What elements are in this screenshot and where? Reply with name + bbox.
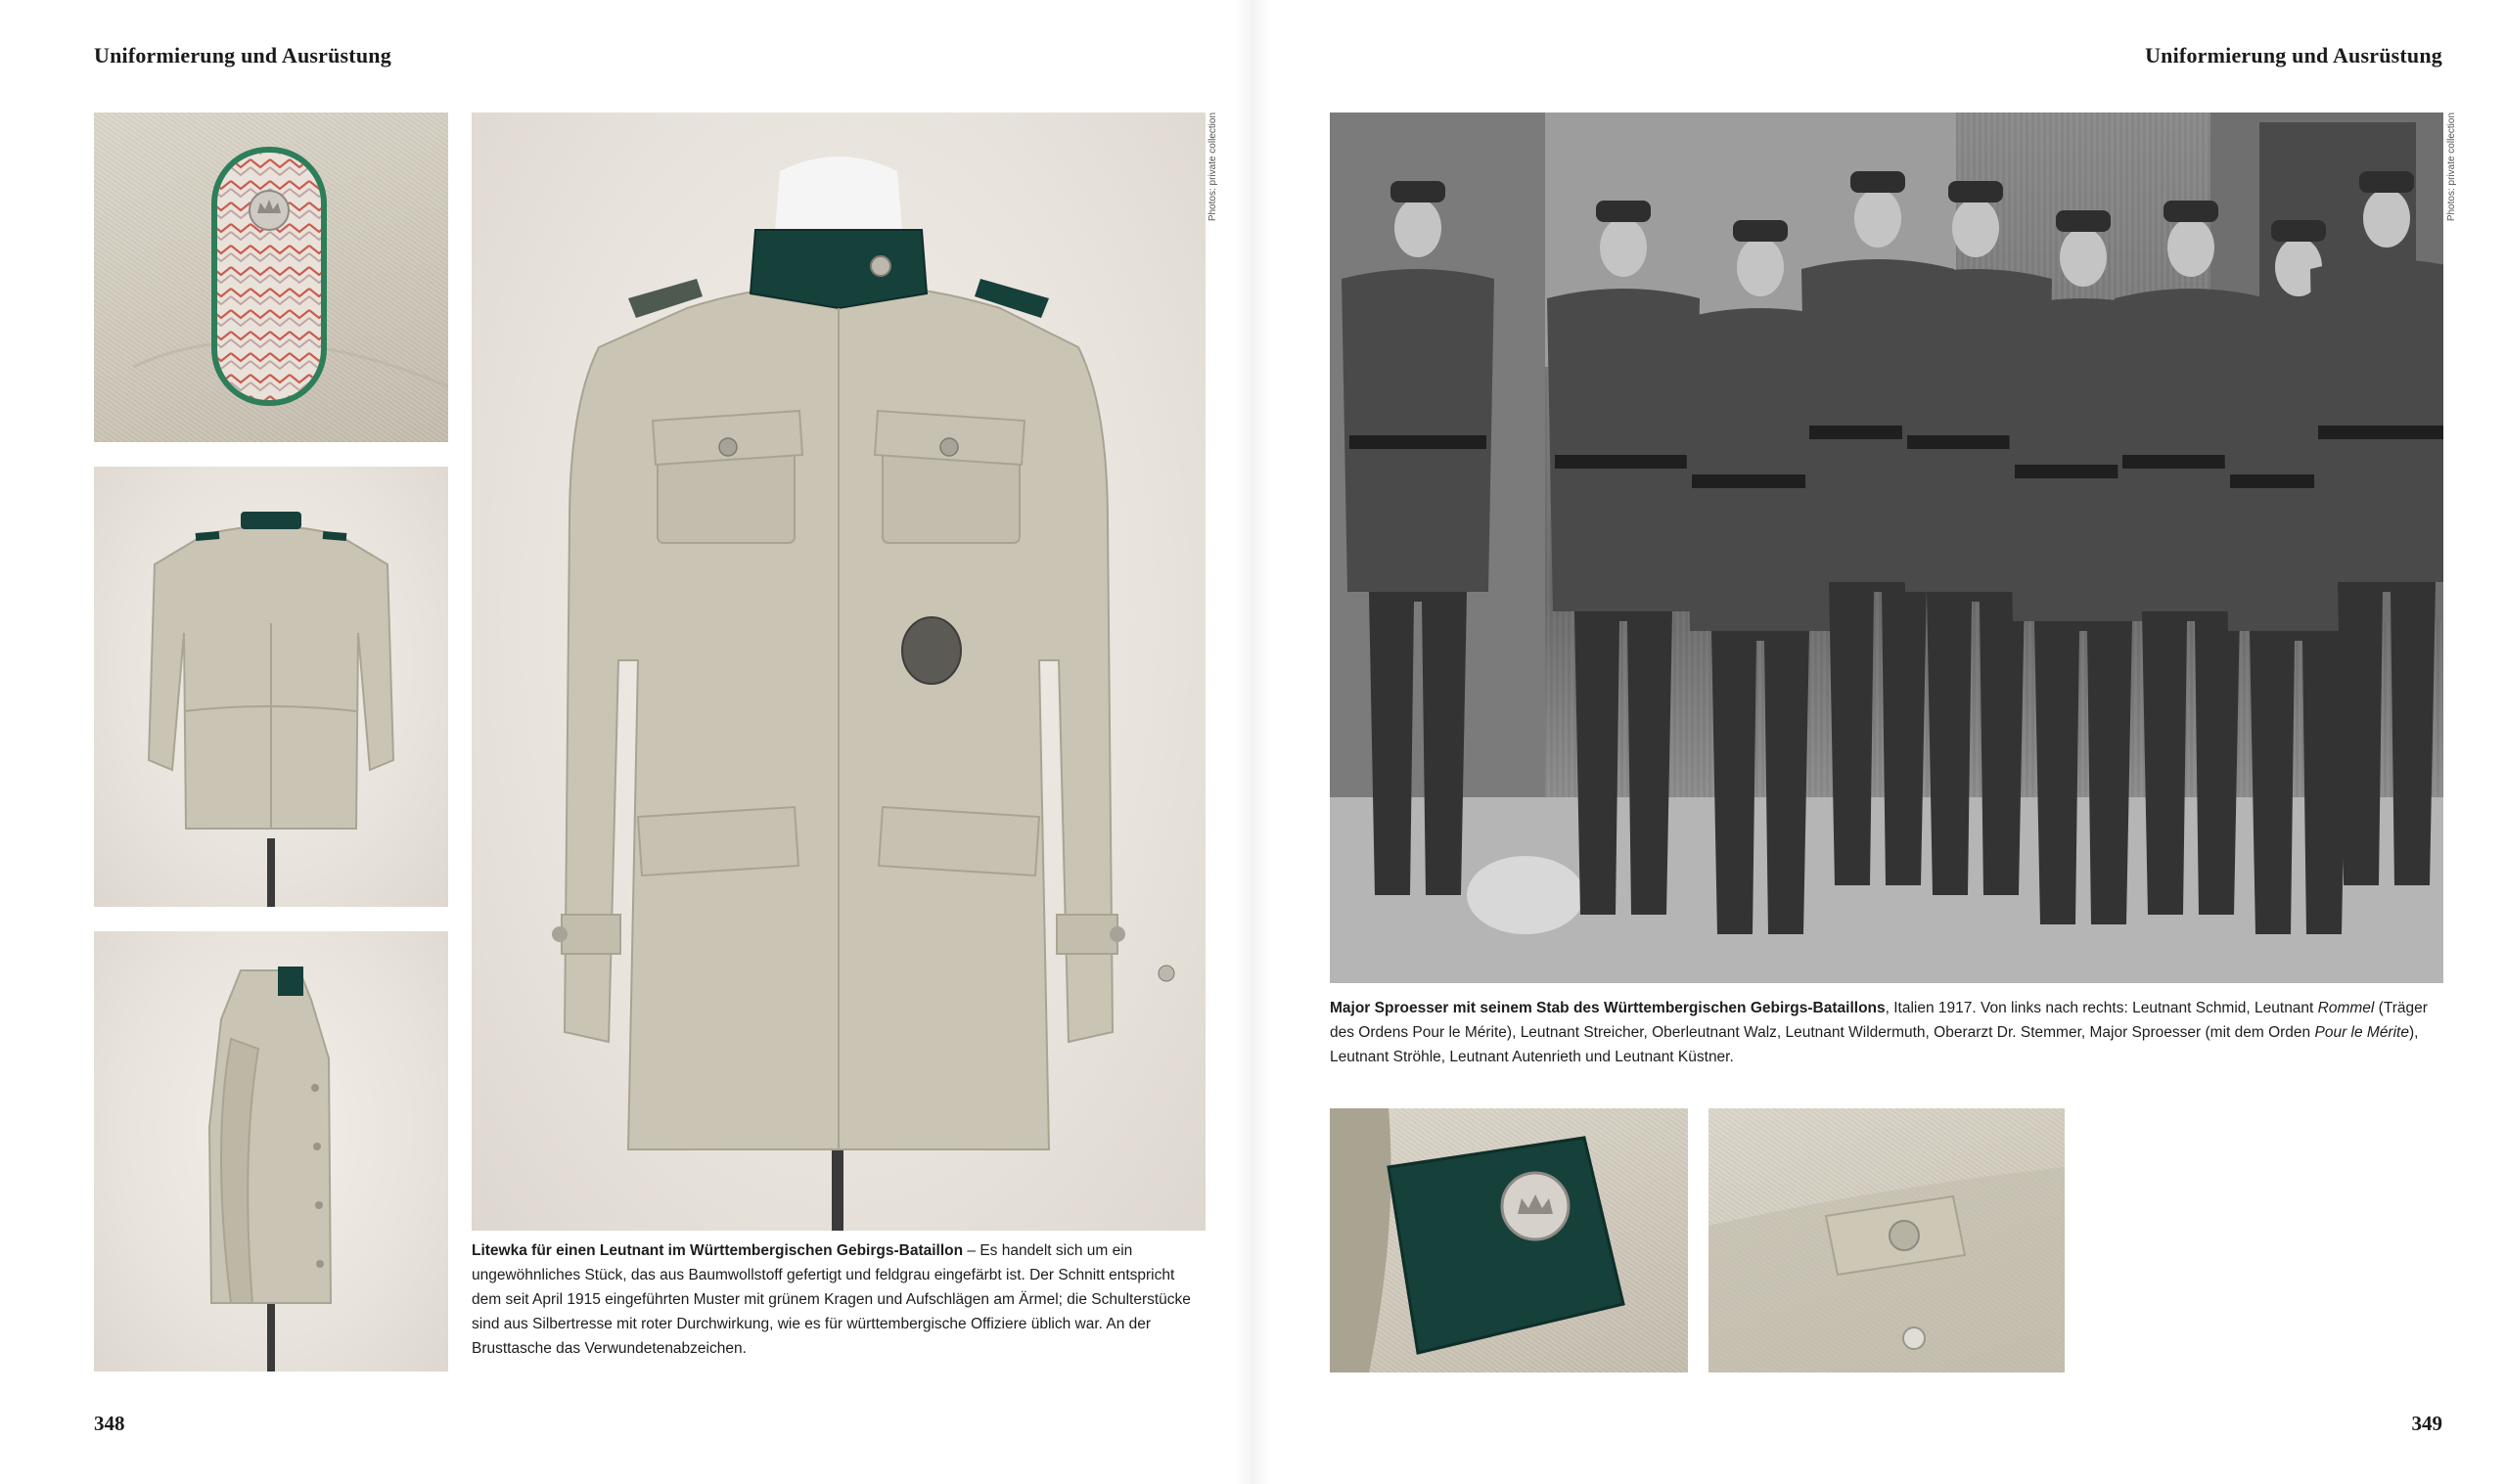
photo-credit-right: Photos: private collection [2446, 112, 2457, 222]
photo-cuff-detail [1708, 1108, 2065, 1372]
photo-group-historical [1330, 112, 2443, 983]
tunic-front-image [472, 112, 1206, 1231]
group-photo-image [1330, 112, 2443, 983]
caption-left-body: – Es handelt sich um ein ungewöhnliches Stück, das aus Baumwollstoff gefertigt und feldgrau eingefärbt ist. Der Schnitt entspricht dem seit April 1915 eingeführten Muster mit grünem Kragen und Aufschlägen am Ärmel; die Schulterstücke sind aus Silbertresse mit roter Durchwirkung, wie es für württembergische Offiziere üblich war. An der Brusttasche das Verwundetenabzeichen. [472, 1242, 1191, 1357]
caption-right-body-1: , Italien 1917. Von links nach rechts: Leutnant Schmid, Leutnant [1885, 1000, 2318, 1016]
photo-credit-left: Photos: private collection [1207, 112, 1218, 222]
collar-detail-image [1330, 1108, 1688, 1372]
caption-right-body-2: (Träger des Ordens Pour le Mérite), Leutnant Streicher, Oberleutnant Walz, Leutnant Wildermuth, Oberarzt Dr. Stemmer, Major Sproesser (mit dem Orden [1330, 1000, 2428, 1041]
photo-shoulder-board [94, 112, 448, 442]
photo-tunic-side [94, 931, 448, 1372]
caption-right-italic-2: Pour le Mérite [2314, 1024, 2409, 1041]
caption-left [472, 1238, 1206, 1361]
caption-right [1330, 996, 2443, 1069]
photo-tunic-front [472, 112, 1206, 1231]
folio-right: 349 [2411, 1412, 2442, 1435]
running-head-left: Uniformierung und Ausrüstung [94, 43, 391, 67]
tunic-back-image [94, 467, 448, 907]
shoulder-board-image [94, 112, 448, 442]
photo-tunic-back [94, 467, 448, 907]
gutter-shadow [1235, 0, 1270, 1484]
cuff-detail-image [1708, 1108, 2065, 1372]
photo-collar-detail [1330, 1108, 1688, 1372]
running-head-right: Uniformierung und Ausrüstung [2145, 43, 2442, 67]
folio-left: 348 [94, 1412, 125, 1435]
caption-right-lead: Major Sproesser mit seinem Stab des Württembergischen Gebirgs-Bataillons [1330, 1000, 1886, 1016]
caption-left-lead: Litewka für einen Leutnant im Württembergischen Gebirgs-Bataillon [472, 1242, 964, 1259]
tunic-side-image [94, 931, 448, 1372]
caption-right-body-3: ), Leutnant Ströhle, Leutnant Autenrieth und Leutnant Küstner. [1330, 1024, 2419, 1065]
caption-right-italic-1: Rommel [2317, 1000, 2375, 1016]
